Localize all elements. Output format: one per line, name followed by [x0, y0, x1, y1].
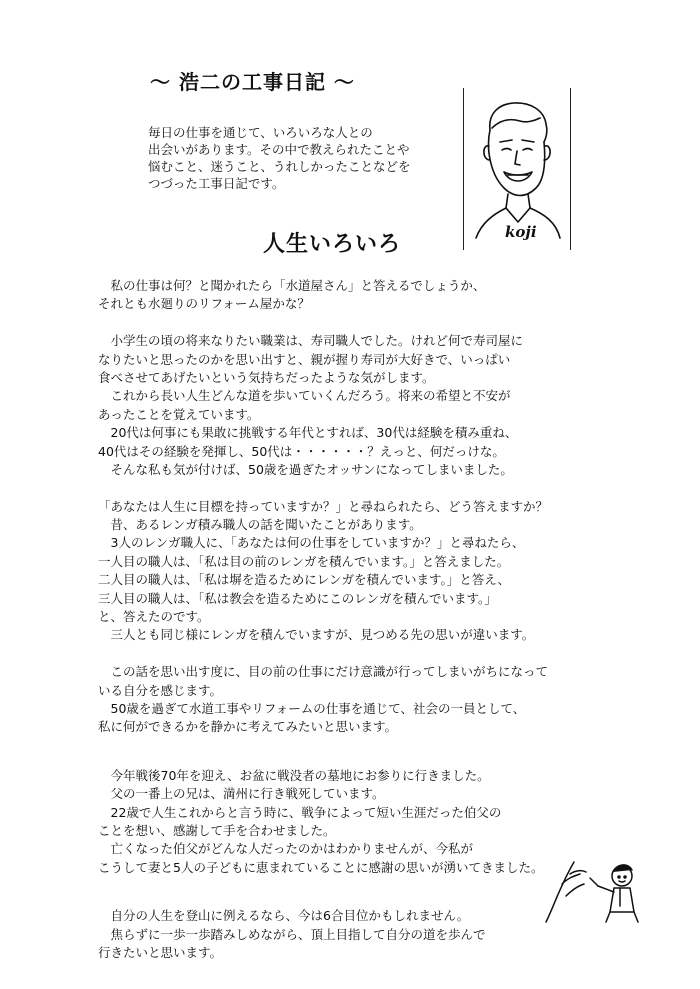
text-line: 今年戦後70年を迎え、お盆に戦没者の墓地にお参りに行きました。	[98, 767, 490, 783]
text-line: 50歳を過ぎて水道工事やリフォームの仕事を通じて、社会の一員として、	[98, 700, 526, 716]
text-line: 自分の人生を登山に例えるなら、今は6合目位かもしれません。	[98, 908, 470, 924]
portrait-signature: koji	[505, 223, 537, 241]
page-title: ～ 浩二の工事日記 ～	[150, 70, 355, 94]
text-line: 一人目の職人は、「私は目の前のレンガを積んでいます。」と答えました。	[98, 553, 510, 569]
text-line: 焦らずに一歩一歩踏みしめながら、頂上目指して自分の道を歩んで	[98, 926, 486, 942]
text-line: あったことを覚えています。	[98, 406, 260, 422]
text-line: そんな私も気が付けば、50歳を過ぎたオッサンになってしまいました。	[98, 461, 513, 477]
text-line: ことを想い、感謝して手を合わせました。	[98, 822, 336, 838]
text-line: 40代はその経験を発揮し、50代は・・・・・・？えっと、何だっけな。	[98, 443, 505, 459]
intro-line: 出会いがあります。その中で教えられたことや	[148, 142, 410, 157]
article-heading: 人生いろいろ	[263, 232, 402, 257]
paragraph	[98, 663, 618, 737]
text-line: こうして妻と5人の子どもに恵まれていることに感謝の思いが湧いてきました。	[98, 859, 544, 875]
intro-line: 毎日の仕事を通じて、いろいろな人との	[148, 125, 373, 140]
intro-line: 悩むこと、迷うこと、うれしかったことなどを	[148, 159, 411, 174]
text-line: 三人とも同じ様にレンガを積んでいますが、見つめる先の思いが違います。	[98, 627, 535, 643]
text-line: いる自分を感じます。	[98, 682, 223, 698]
text-line: 22歳で人生これからと言う時に、戦争によって短い生涯だった伯父の	[98, 804, 502, 820]
text-line: 二人目の職人は、「私は塀を造るためにレンガを積んでいます。」と答え、	[98, 572, 510, 588]
text-line: なりたいと思ったのかを思い出すと、親が握り寿司が大好きで、いっぱい	[98, 351, 511, 367]
text-line: 父の一番上の兄は、満州に行き戦死しています。	[98, 786, 385, 802]
text-line: これから長い人生どんな道を歩いていくんだろう。将来の希望と不安が	[98, 388, 511, 404]
text-line: 亡くなった伯父がどんな人だったのかはわかりませんが、今私が	[98, 841, 474, 857]
paragraph	[98, 498, 618, 645]
paragraph	[98, 332, 618, 479]
intro-text	[148, 124, 458, 192]
intro-line: つづった工事日記です。	[148, 176, 285, 191]
text-line: 私の仕事は何？と聞かれたら「水道屋さん」と答えるでしょうか、	[98, 278, 486, 293]
text-line: 「あなたは人生に目標を持っていますか？」と尋ねられたら、どう答えますか？	[98, 498, 549, 514]
text-line: それとも水廻りのリフォーム屋かな？	[98, 296, 310, 312]
mountain-climber-icon	[540, 856, 650, 926]
text-line: この話を思い出す度に、目の前の仕事にだけ意識が行ってしまいがちになって	[98, 664, 549, 680]
text-line: 私に何ができるかを静かに考えてみたいと思います。	[98, 719, 398, 735]
text-line: 20代は何事にも果敢に挑戦する年代とすれば、30代は経験を積み重ね、	[98, 425, 518, 441]
paragraph	[98, 277, 618, 314]
text-line: 行きたいと思います。	[98, 944, 223, 960]
text-line: 小学生の頃の将来なりたい職業は、寿司職人でした。けれど何で寿司屋に	[98, 333, 524, 349]
text-line: 食べさせてあげたいという気持ちだったような気がします。	[98, 369, 435, 385]
text-line: 昔、あるレンガ積み職人の話を聞いたことがあります。	[98, 517, 422, 533]
text-line: と、答えたのです。	[98, 609, 210, 625]
text-line: 三人目の職人は、「私は教会を造るためにこのレンガを積んでいます。」	[98, 590, 497, 606]
text-line: 3人のレンガ職人に、「あなたは何の仕事をしていますか？」と尋ねたら、	[98, 535, 525, 551]
